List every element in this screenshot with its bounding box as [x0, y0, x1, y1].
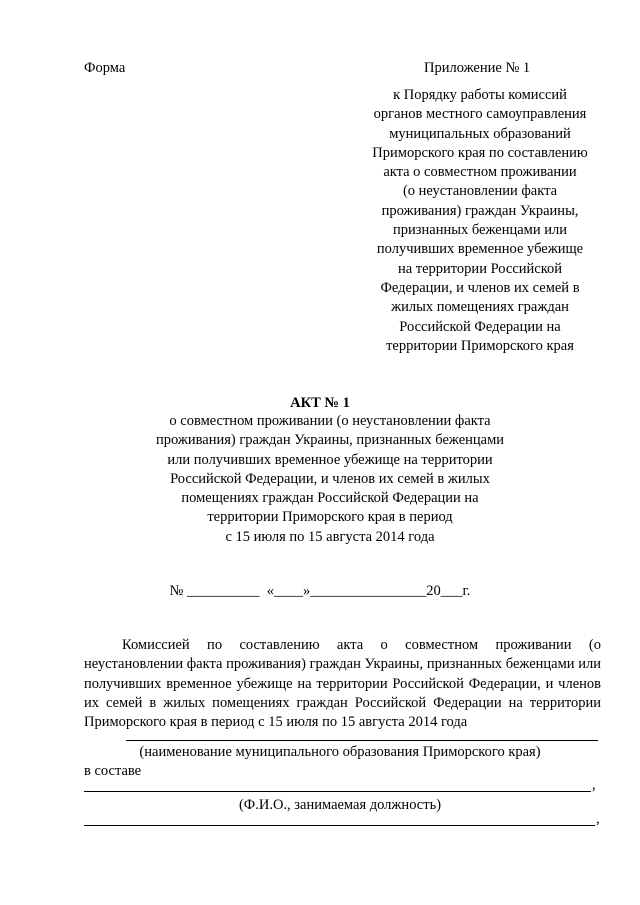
appendix-title: Приложение № 1 [424, 60, 531, 76]
appendix-line: муниципальных образований [389, 125, 571, 142]
act-subtitle [145, 412, 515, 547]
act-subtitle-line: Российской Федерации, и членов их семей в жилых [170, 470, 490, 487]
appendix-description [352, 86, 608, 356]
composition-fill-line [84, 791, 591, 792]
appendix-line: Федерации, и членов их семей в [380, 279, 580, 296]
appendix-line: получивших временное убежище [376, 241, 584, 258]
line-comma: , [592, 777, 596, 793]
act-subtitle-line: проживания) граждан Украины, признанных беженцами [155, 432, 505, 449]
second-fill-line [84, 825, 595, 826]
commission-paragraph: Комиссией по составлению акта о совместном проживании (о неустановлении факта проживания) граждан Украины, признанных беженцами или получивших временное убежище на территории Российской Федерации, и членов их семей в жилых помещениях граждан Российской Федерации на территории Приморского края в период с 15 июля по 15 августа 2014 года [84, 637, 601, 731]
act-subtitle-line: о совместном проживании (о неустановлении факта [169, 413, 491, 429]
appendix-line: жилых помещениях граждан [391, 299, 569, 316]
appendix-line: Приморского края по составлению [372, 144, 588, 161]
appendix-line: акта о совместном проживании [383, 164, 577, 181]
appendix-line: Российской Федерации на [399, 318, 561, 335]
act-number-date-line: № __________ «____»________________20___г. [169, 583, 471, 599]
appendix-line: проживания) граждан Украины, [381, 202, 579, 219]
act-title: АКТ № 1 [290, 395, 350, 411]
appendix-line: территории Приморского края [386, 337, 574, 354]
appendix-line: к Порядку работы комиссий [393, 87, 567, 103]
act-subtitle-line: помещениях граждан Российской Федерации на [181, 490, 479, 507]
form-label: Форма [84, 60, 126, 76]
appendix-line: (о неустановлении факта [402, 183, 558, 200]
act-subtitle-line: с 15 июля по 15 августа 2014 года [225, 528, 435, 545]
appendix-line: признанных беженцами или [393, 222, 567, 239]
composition-label: в составе [84, 763, 142, 779]
act-subtitle-line: территории Приморского края в период [207, 509, 453, 526]
municipality-caption: (наименование муниципального образования Приморского края) [139, 744, 541, 760]
appendix-line: органов местного самоуправления [373, 106, 587, 123]
line-comma: , [596, 811, 600, 827]
fio-caption: (Ф.И.О., занимаемая должность) [238, 797, 442, 813]
appendix-line: на территории Российской [397, 260, 563, 277]
act-subtitle-line: или получивших временное убежище на территории [167, 451, 493, 468]
municipality-fill-line [126, 740, 598, 741]
